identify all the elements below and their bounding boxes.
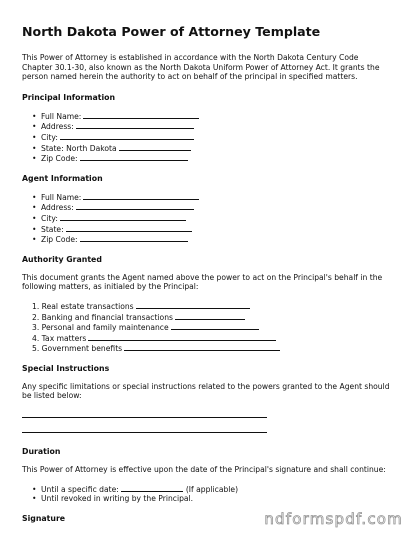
special-line-1[interactable]	[22, 417, 267, 418]
authority-item-personal: 3. Personal and family maintenance	[32, 322, 390, 333]
agent-address: • Address:	[32, 202, 390, 213]
principal-full-name: • Full Name:	[32, 111, 390, 122]
authority-section	[22, 255, 390, 354]
intro-paragraph: This Power of Attorney is established in accordance with the North Dakota Century Code Chapter 30.1-30, also known as the North Dakota Uniform Power of Attorney Act. It grants the person named herein the authority to act on behalf of the principal in specified matters.	[22, 53, 380, 82]
initial-blank-4[interactable]	[88, 333, 276, 341]
principal-heading: Principal Information	[22, 92, 116, 102]
agent-state-blank[interactable]	[66, 224, 192, 232]
principal-section	[22, 93, 390, 164]
agent-address-blank[interactable]	[76, 202, 194, 210]
duration-section	[22, 447, 390, 504]
duration-option-revoked: • Until revoked in writing by the Principal.	[32, 494, 390, 504]
agent-section	[22, 174, 390, 245]
agent-fields	[22, 192, 390, 245]
zip-blank[interactable]	[80, 153, 188, 161]
principal-state: • State: North Dakota	[32, 143, 390, 154]
authority-item-government: 5. Government benefits	[32, 343, 390, 354]
address-blank[interactable]	[76, 121, 194, 129]
authority-item-real-estate: 1. Real estate transactions	[32, 301, 390, 312]
principal-fields	[22, 111, 390, 164]
duration-heading: Duration	[22, 447, 61, 457]
agent-state: • State:	[32, 224, 390, 235]
authority-text: This document grants the Agent named above the power to act on the Principal's behalf in the following matters, as initialed by the Principal:	[22, 272, 383, 292]
initial-blank-2[interactable]	[175, 312, 245, 320]
duration-options	[22, 484, 390, 504]
special-section	[22, 364, 390, 433]
authority-item-banking: 2. Banking and financial transactions	[32, 312, 390, 323]
initial-blank-5[interactable]	[124, 343, 280, 351]
document-title: North Dakota Power of Attorney Template	[22, 24, 321, 39]
principal-zip: • Zip Code:	[32, 153, 390, 164]
authority-heading: Authority Granted	[22, 254, 102, 264]
specific-date-blank[interactable]	[121, 484, 183, 492]
agent-heading: Agent Information	[22, 173, 103, 183]
duration-option-date: • Until a specific date: (If applicable)	[32, 484, 390, 495]
authority-list	[22, 301, 390, 354]
duration-text: This Power of Attorney is effective upon the date of the Principal's signature and shall continue:	[22, 465, 386, 475]
agent-zip-blank[interactable]	[80, 234, 188, 242]
special-heading: Special Instructions	[22, 363, 110, 373]
special-text: Any specific limitations or special instructions related to the powers granted to the Agent should be listed below:	[22, 381, 390, 401]
special-line-2[interactable]	[22, 432, 267, 433]
agent-zip: • Zip Code:	[32, 234, 390, 245]
agent-name-blank[interactable]	[83, 192, 199, 200]
document-page	[22, 24, 390, 534]
authority-item-tax: 4. Tax matters	[32, 333, 390, 344]
full-name-blank[interactable]	[83, 111, 199, 119]
initial-blank-1[interactable]	[136, 301, 250, 309]
initial-blank-3[interactable]	[171, 322, 259, 330]
city-blank[interactable]	[60, 132, 194, 140]
principal-address: • Address:	[32, 121, 390, 132]
watermark-logo: ndformspdf.com	[264, 510, 403, 528]
principal-city: • City:	[32, 132, 390, 143]
signature-heading: Signature	[22, 513, 66, 523]
state-blank[interactable]	[119, 143, 191, 151]
agent-full-name: • Full Name:	[32, 192, 390, 203]
agent-city: • City:	[32, 213, 390, 224]
agent-city-blank[interactable]	[60, 213, 186, 221]
